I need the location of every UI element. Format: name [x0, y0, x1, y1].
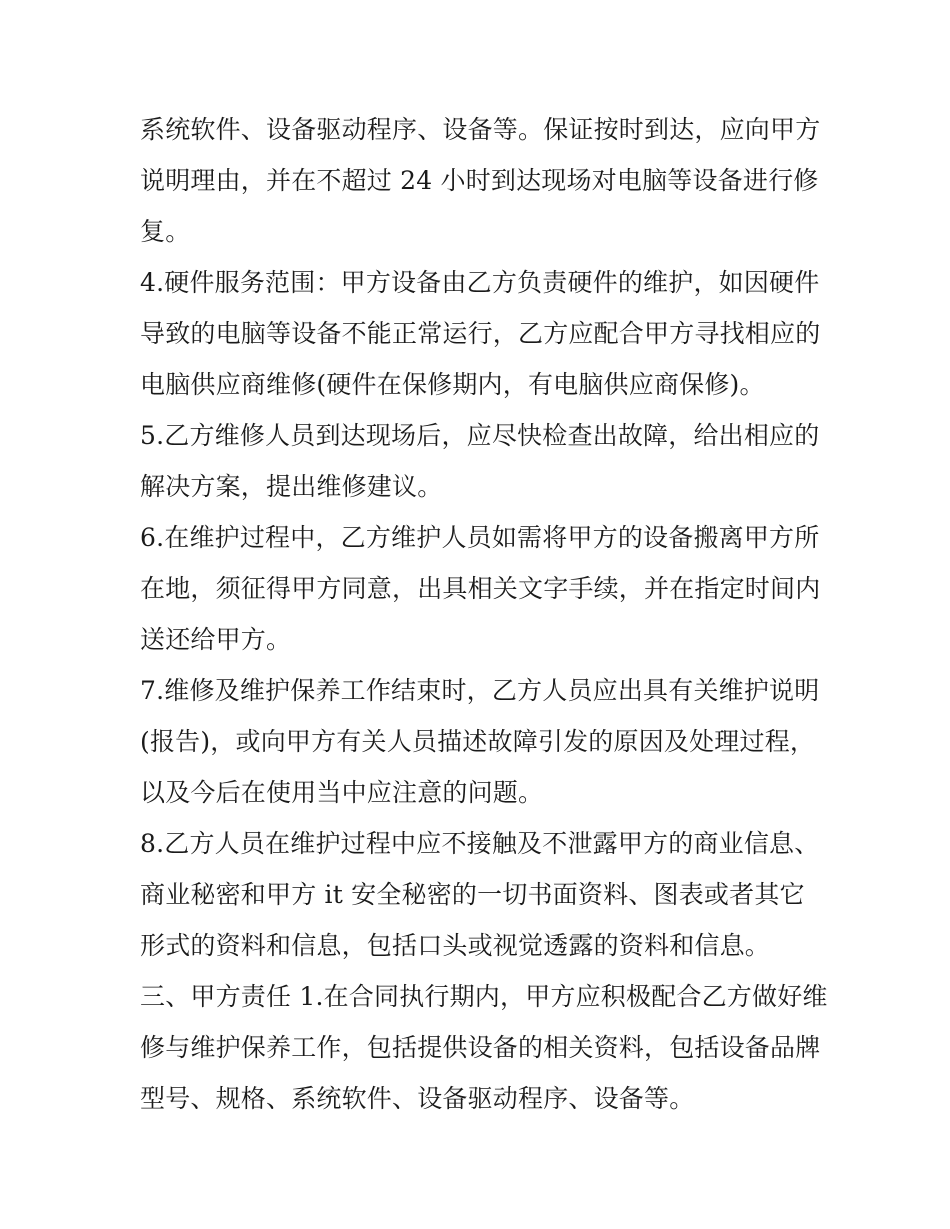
text-line: 电脑供应商维修(硬件在保修期内，有电脑供应商保修)。 [140, 370, 765, 399]
text-line: 8.乙方人员在维护过程中应不接触及不泄露甲方的商业信息、 [140, 829, 820, 858]
paragraph-section-3 [140, 971, 828, 1124]
paragraph-item-4 [140, 257, 820, 410]
text-line: 商业秘密和甲方 it 安全秘密的一切书面资料、图表或者其它 [140, 880, 805, 909]
text-line: 在地，须征得甲方同意，出具相关文字手续，并在指定时间内 [140, 574, 821, 603]
text-line: 复。 [140, 217, 191, 246]
paragraph-item-6 [140, 512, 820, 665]
text-line: 导致的电脑等设备不能正常运行，乙方应配合甲方寻找相应的 [140, 319, 821, 348]
text-line: (报告)，或向甲方有关人员描述故障引发的原因及处理过程， [140, 727, 816, 756]
text-line: 7.维修及维护保养工作结束时，乙方人员应出具有关维护说明 [140, 676, 820, 705]
text-line: 6.在维护过程中，乙方维护人员如需将甲方的设备搬离甲方所 [140, 523, 820, 552]
text-line: 型号、规格、系统软件、设备驱动程序、设备等。 [140, 1084, 695, 1113]
text-line: 4.硬件服务范围：甲方设备由乙方负责硬件的维护，如因硬件 [140, 268, 820, 297]
text-line: 三、甲方责任 1.在合同执行期内，甲方应积极配合乙方做好维 [140, 982, 828, 1011]
text-line: 形式的资料和信息，包括口头或视觉透露的资料和信息。 [140, 931, 771, 960]
text-line: 解决方案，提出维修建议。 [140, 472, 443, 501]
text-line: 送还给甲方。 [140, 625, 292, 654]
text-line: 修与维护保养工作，包括提供设备的相关资料，包括设备品牌 [140, 1033, 821, 1062]
paragraph-item-8 [140, 818, 820, 971]
text-line: 系统软件、设备驱动程序、设备等。保证按时到达，应向甲方 [140, 115, 821, 144]
paragraph-item-5 [140, 410, 820, 512]
text-line: 说明理由，并在不超过 24 小时到达现场对电脑等设备进行修 [140, 166, 819, 195]
paragraph-continuation [140, 104, 820, 257]
document-body [140, 104, 828, 1124]
paragraph-item-7 [140, 665, 820, 818]
text-line: 5.乙方维修人员到达现场后，应尽快检查出故障，给出相应的 [140, 421, 820, 450]
text-line: 以及今后在使用当中应注意的问题。 [140, 778, 544, 807]
